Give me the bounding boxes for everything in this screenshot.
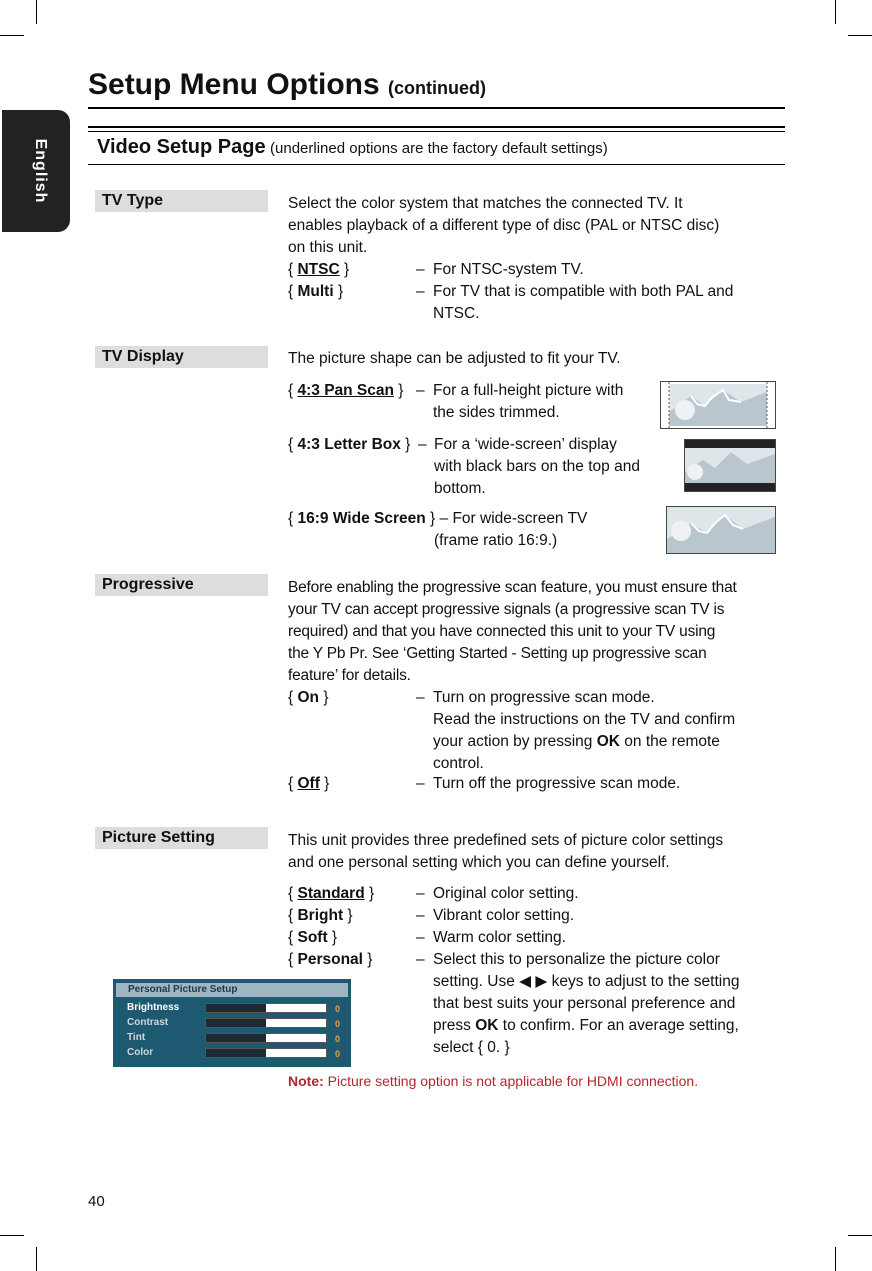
label-tv-display: TV Display [95,346,268,368]
personal-picture-setup-panel [113,979,351,1067]
note [288,1073,698,1089]
slider-fill [206,1019,266,1027]
brightness-slider[interactable] [205,1003,327,1013]
panel-row-value: 0 [335,1049,341,1059]
option-wide-screen: { 16:9 Wide Screen } – For wide-screen TV [288,510,588,527]
panel-title: Personal Picture Setup [116,983,348,997]
option-letter-box-desc: – For a ‘wide-screen’ display with black bars on the top and bottom. [418,436,640,497]
option-bright: { Bright } [288,907,353,924]
panel-row-value: 0 [335,1019,341,1029]
language-tab-label: English [32,138,49,204]
panel-row-label: Brightness [127,1002,180,1013]
option-letter-box: { 4:3 Letter Box } [288,436,411,453]
slider-fill [206,1049,266,1057]
option-wide-screen-desc: (frame ratio 16:9.) [434,532,558,549]
option-off: { Off } [288,775,330,792]
label-progressive: Progressive [95,574,268,596]
title-rule [88,107,785,109]
option-on-desc: – Turn on progressive scan mode. Read the instructions on the TV and confirm your action by pressing OK on the remote control. [416,689,736,772]
section-subtitle: (underlined options are the factory default settings) [270,140,608,157]
option-off-desc: – Turn off the progressive scan mode. [416,775,681,792]
section-rule [88,126,785,128]
option-multi: { Multi } [288,283,344,300]
option-on: { On } [288,689,329,706]
crop-mark [36,1247,37,1271]
crop-mark [36,0,37,24]
option-multi-desc: – For TV that is compatible with both PAL and NTSC. [416,283,734,322]
option-ntsc: { NTSC } [288,261,350,278]
page-title-suffix: (continued) [388,78,486,98]
crop-mark [0,35,24,36]
option-ntsc-desc: – For NTSC-system TV. [416,261,584,278]
tv-widescreen-icon [666,506,776,554]
progressive-intro: Before enabling the progressive scan feature, you must ensure that your TV can accept progressive signals (a progressive scan TV is required) and that you have connected this unit to your TV using the Y Pb Pr. See ‘Getting Started - Setting up progressive scan feature’ for details. [288,579,737,684]
crop-mark [835,0,836,24]
option-standard: { Standard } [288,885,375,902]
option-standard-desc: – Original color setting. [416,885,579,902]
tv-type-intro: Select the color system that matches the connected TV. It enables playback of a different type of disc (PAL or NTSC disc) on this unit. [288,195,720,256]
color-slider[interactable] [205,1048,327,1058]
section-heading [97,136,608,159]
crop-mark [835,1247,836,1271]
tv-pan-scan-icon [660,381,776,429]
tint-slider[interactable] [205,1033,327,1043]
option-pan-scan-desc: – For a full-height picture with the sides trimmed. [416,382,624,421]
picture-setting-intro: This unit provides three predefined sets of picture color settings and one personal setting which you can define yourself. [288,832,724,871]
slider-fill [206,1004,266,1012]
page-title: Setup Menu Options (continued) [88,68,486,101]
option-personal-desc: – Select this to personalize the picture color setting. Use ◀ ▶ keys to adjust to the setting that best suits your personal preference and press OK to confirm. For an average setting, select { 0. } [416,951,740,1056]
note-label: Note: [288,1073,324,1089]
option-bright-desc: – Vibrant color setting. [416,907,575,924]
tv-letterbox-icon [684,439,776,492]
option-soft: { Soft } [288,929,338,946]
panel-row-label: Color [127,1047,154,1058]
panel-row-value: 0 [335,1004,341,1014]
label-tv-type: TV Type [95,190,268,212]
panel-row-label: Tint [127,1032,146,1043]
contrast-slider[interactable] [205,1018,327,1028]
section-title: Video Setup Page [97,136,266,158]
left-right-keys-icon: ◀ ▶ [519,973,548,990]
page-number: 40 [88,1193,105,1210]
section-rule [88,131,785,132]
option-personal: { Personal } [288,951,373,968]
language-tab [2,110,70,232]
section-rule [88,164,785,165]
note-text: Picture setting option is not applicable for HDMI connection. [327,1073,699,1089]
crop-mark [0,1235,24,1236]
option-pan-scan: { 4:3 Pan Scan } [288,382,404,399]
option-soft-desc: – Warm color setting. [416,929,566,946]
crop-mark [848,35,872,36]
tv-display-intro: The picture shape can be adjusted to fit your TV. [288,350,621,367]
label-picture-setting: Picture Setting [95,827,268,849]
slider-fill [206,1034,266,1042]
crop-mark [848,1235,872,1236]
panel-row-value: 0 [335,1034,341,1044]
panel-row-label: Contrast [127,1017,169,1028]
